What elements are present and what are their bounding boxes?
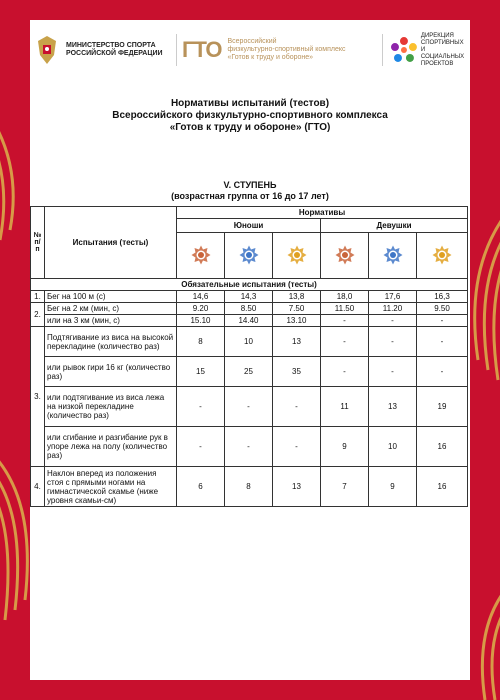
- document-sheet: [30, 20, 470, 680]
- title-line: Всероссийского физкультурно-спортивного комплекса: [112, 110, 388, 121]
- row-number: 1.: [31, 291, 45, 303]
- boys-header: Юноши: [177, 219, 321, 233]
- stage-heading: [30, 180, 470, 202]
- norm-value: -: [177, 427, 225, 467]
- bronze-medal-icon: [335, 245, 355, 265]
- gto-logo: [182, 32, 372, 68]
- silver-medal-icon: [239, 245, 259, 265]
- norm-value: 16: [417, 427, 468, 467]
- row-number: 2.: [31, 303, 45, 327]
- norm-value: 8: [177, 327, 225, 357]
- ministry-logo: [32, 32, 172, 68]
- norm-value: 11: [321, 387, 369, 427]
- direction-name: ДИРЕКЦИЯ СПОРТИВНЫХ И СОЦИАЛЬНЫХ ПРОЕКТОВ: [420, 32, 465, 67]
- col-test-header: Испытания (тесты): [45, 207, 177, 279]
- medal-cell: [321, 233, 369, 279]
- table-row: [31, 315, 468, 327]
- gold-medal-icon: [287, 245, 307, 265]
- stage-age-group: (возрастная группа от 16 до 17 лет): [171, 191, 329, 201]
- medal-cell: [273, 233, 321, 279]
- norm-value: 17,6: [369, 291, 417, 303]
- medal-cell: [177, 233, 225, 279]
- norm-value: 15: [177, 357, 225, 387]
- norm-value: -: [273, 387, 321, 427]
- norm-value: -: [225, 387, 273, 427]
- norm-value: 7.50: [273, 303, 321, 315]
- title-line: Нормативы испытаний (тестов): [170, 98, 330, 109]
- test-name: или рывок гири 16 кг (количество раз): [45, 357, 177, 387]
- table-row: [31, 387, 468, 427]
- star-burst-icon: [390, 36, 418, 64]
- norm-value: 13: [273, 467, 321, 507]
- row-number: 3.: [31, 327, 45, 467]
- gold-medal-icon: [432, 245, 452, 265]
- table-row: [31, 291, 468, 303]
- norm-value: 14.40: [225, 315, 273, 327]
- norm-value: 19: [417, 387, 468, 427]
- norms-table: [30, 206, 468, 507]
- norm-value: -: [417, 357, 468, 387]
- gto-mark: ГТО: [182, 37, 222, 62]
- test-name: или сгибание и разгибание рук в упоре лежа на полу (количество раз): [45, 427, 177, 467]
- norm-value: 16,3: [417, 291, 468, 303]
- table-row: [31, 467, 468, 507]
- norm-value: 14,6: [177, 291, 225, 303]
- norm-value: 10: [225, 327, 273, 357]
- norm-value: -: [273, 427, 321, 467]
- norm-value: 9: [321, 427, 369, 467]
- norm-value: 16: [417, 467, 468, 507]
- norm-value: -: [321, 315, 369, 327]
- ministry-name: МИНИСТЕРСТВО СПОРТА РОССИЙСКОЙ ФЕДЕРАЦИИ: [66, 42, 163, 57]
- table-row: [31, 427, 468, 467]
- norm-value: 7: [321, 467, 369, 507]
- document-title: [30, 98, 470, 134]
- logo-divider: [176, 34, 177, 66]
- norm-value: 6: [177, 467, 225, 507]
- col-norms-header: Нормативы: [177, 207, 468, 219]
- medal-cell: [369, 233, 417, 279]
- medal-cell: [225, 233, 273, 279]
- norm-value: 9: [369, 467, 417, 507]
- norm-value: 25: [225, 357, 273, 387]
- norm-value: 11.20: [369, 303, 417, 315]
- stage-name: V. СТУПЕНЬ: [223, 180, 277, 190]
- logo-divider: [382, 34, 383, 66]
- norm-value: -: [417, 315, 468, 327]
- title-line: «Готов к труду и обороне» (ГТО): [169, 122, 331, 133]
- girls-header: Девушки: [321, 219, 468, 233]
- norm-value: 13: [369, 387, 417, 427]
- test-name: или подтягивание из виса лежа на низкой перекладине (количество раз): [45, 387, 177, 427]
- norm-value: 9.50: [417, 303, 468, 315]
- table-row: [31, 327, 468, 357]
- silver-medal-icon: [383, 245, 403, 265]
- norm-value: 13.10: [273, 315, 321, 327]
- norm-value: -: [369, 327, 417, 357]
- section-header: Обязательные испытания (тесты): [31, 279, 468, 291]
- norm-value: 11.50: [321, 303, 369, 315]
- norm-value: -: [225, 427, 273, 467]
- test-name: Наклон вперед из положения стоя с прямыми ногами на гимнастической скамье (ниже уровня скамьи-см): [45, 467, 177, 507]
- norm-value: -: [177, 387, 225, 427]
- test-name: Бег на 100 м (с): [45, 291, 177, 303]
- direction-logo: [390, 32, 470, 68]
- norm-value: -: [321, 327, 369, 357]
- norm-value: 8.50: [225, 303, 273, 315]
- bronze-medal-icon: [191, 245, 211, 265]
- test-name: или на 3 км (мин, с): [45, 315, 177, 327]
- test-name: Подтягивание из виса на высокой перекладине (количество раз): [45, 327, 177, 357]
- table-row: [31, 357, 468, 387]
- test-name: Бег на 2 км (мин, с): [45, 303, 177, 315]
- norm-value: 14,3: [225, 291, 273, 303]
- norm-value: 18,0: [321, 291, 369, 303]
- norm-value: 8: [225, 467, 273, 507]
- norm-value: 15.10: [177, 315, 225, 327]
- row-number: 4.: [31, 467, 45, 507]
- medal-cell: [417, 233, 468, 279]
- header-logos: [30, 20, 470, 80]
- norm-value: -: [369, 357, 417, 387]
- gto-description: Всероссийский физкультурно-спортивный комплекс «Готов к труду и обороне»: [227, 38, 346, 61]
- norm-value: 35: [273, 357, 321, 387]
- col-number-header: № п/п: [31, 207, 45, 279]
- norm-value: 13: [273, 327, 321, 357]
- norm-value: -: [321, 357, 369, 387]
- norm-value: 13,8: [273, 291, 321, 303]
- norms-rows: [31, 291, 468, 507]
- coat-of-arms-icon: [32, 33, 62, 67]
- norm-value: -: [369, 315, 417, 327]
- norm-value: 10: [369, 427, 417, 467]
- norm-value: -: [417, 327, 468, 357]
- table-row: [31, 303, 468, 315]
- norm-value: 9.20: [177, 303, 225, 315]
